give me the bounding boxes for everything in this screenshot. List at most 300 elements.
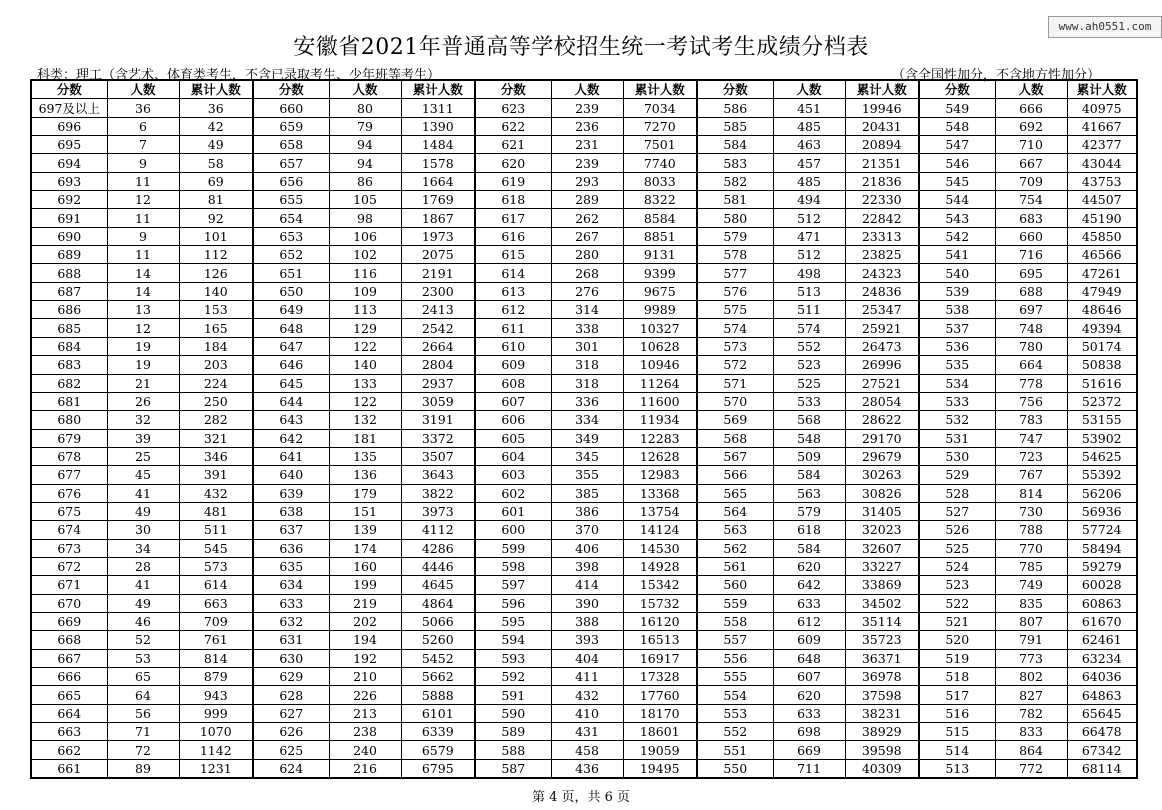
table-cell: 1231 — [179, 759, 253, 778]
table-cell: 827 — [995, 686, 1067, 704]
table-cell: 268 — [551, 264, 623, 282]
table-cell: 2300 — [401, 282, 475, 300]
table-cell: 678 — [31, 447, 107, 465]
table-cell: 50838 — [1067, 356, 1137, 374]
table-cell: 89 — [107, 759, 179, 778]
table-row — [31, 246, 1137, 264]
table-cell: 49 — [107, 594, 179, 612]
table-cell: 314 — [551, 301, 623, 319]
table-cell: 657 — [253, 154, 329, 172]
table-cell: 511 — [179, 521, 253, 539]
table-cell: 385 — [551, 484, 623, 502]
table-cell: 577 — [697, 264, 773, 282]
table-cell: 11 — [107, 246, 179, 264]
table-cell: 543 — [919, 209, 995, 227]
table-cell: 566 — [697, 466, 773, 484]
table-cell: 664 — [31, 704, 107, 722]
table-cell: 521 — [919, 612, 995, 630]
table-cell: 693 — [31, 172, 107, 190]
table-cell: 236 — [551, 117, 623, 135]
table-cell: 10946 — [623, 356, 697, 374]
table-cell: 561 — [697, 557, 773, 575]
table-cell: 129 — [329, 319, 401, 337]
table-cell: 590 — [475, 704, 551, 722]
table-cell: 9 — [107, 227, 179, 245]
table-cell: 40309 — [845, 759, 919, 778]
table-cell: 544 — [919, 191, 995, 209]
table-cell: 8033 — [623, 172, 697, 190]
table-cell: 6579 — [401, 741, 475, 759]
table-cell: 6795 — [401, 759, 475, 778]
table-cell: 685 — [31, 319, 107, 337]
table-cell: 410 — [551, 704, 623, 722]
table-cell: 12283 — [623, 429, 697, 447]
table-cell: 571 — [697, 374, 773, 392]
table-cell: 174 — [329, 539, 401, 557]
table-cell: 79 — [329, 117, 401, 135]
table-header-row — [31, 80, 1137, 99]
table-cell: 31405 — [845, 502, 919, 520]
table-cell: 623 — [475, 99, 551, 117]
table-cell: 730 — [995, 502, 1067, 520]
table-cell: 43753 — [1067, 172, 1137, 190]
table-cell: 45190 — [1067, 209, 1137, 227]
table-cell: 485 — [773, 172, 845, 190]
table-cell: 19 — [107, 337, 179, 355]
table-row — [31, 209, 1137, 227]
table-cell: 49 — [107, 502, 179, 520]
table-cell: 644 — [253, 392, 329, 410]
table-cell: 62461 — [1067, 631, 1137, 649]
table-cell: 534 — [919, 374, 995, 392]
table-cell: 39598 — [845, 741, 919, 759]
table-cell: 226 — [329, 686, 401, 704]
table-cell: 36371 — [845, 649, 919, 667]
table-cell: 27521 — [845, 374, 919, 392]
table-cell: 113 — [329, 301, 401, 319]
table-row — [31, 594, 1137, 612]
table-cell: 594 — [475, 631, 551, 649]
table-cell: 772 — [995, 759, 1067, 778]
table-cell: 16917 — [623, 649, 697, 667]
table-cell: 627 — [253, 704, 329, 722]
table-cell: 606 — [475, 411, 551, 429]
table-cell: 785 — [995, 557, 1067, 575]
table-cell: 8584 — [623, 209, 697, 227]
table-cell: 683 — [995, 209, 1067, 227]
table-cell: 614 — [475, 264, 551, 282]
table-cell: 583 — [697, 154, 773, 172]
table-cell: 620 — [475, 154, 551, 172]
table-cell: 262 — [551, 209, 623, 227]
table-cell: 109 — [329, 282, 401, 300]
table-cell: 646 — [253, 356, 329, 374]
table-cell: 603 — [475, 466, 551, 484]
table-cell: 194 — [329, 631, 401, 649]
table-cell: 682 — [31, 374, 107, 392]
table-cell: 658 — [253, 136, 329, 154]
table-cell: 463 — [773, 136, 845, 154]
table-cell: 46566 — [1067, 246, 1137, 264]
table-cell: 635 — [253, 557, 329, 575]
table-cell: 665 — [31, 686, 107, 704]
table-cell: 697 — [995, 301, 1067, 319]
table-cell: 695 — [31, 136, 107, 154]
table-cell: 586 — [697, 99, 773, 117]
table-cell: 41 — [107, 484, 179, 502]
table-cell: 20431 — [845, 117, 919, 135]
table-cell: 3822 — [401, 484, 475, 502]
bonus-note: （含全国性加分，不含地方性加分） — [891, 68, 1100, 83]
table-cell: 5888 — [401, 686, 475, 704]
table-cell: 748 — [995, 319, 1067, 337]
table-cell: 600 — [475, 521, 551, 539]
table-cell: 672 — [31, 557, 107, 575]
table-cell: 26473 — [845, 337, 919, 355]
table-cell: 584 — [773, 466, 845, 484]
table-cell: 527 — [919, 502, 995, 520]
table-cell: 112 — [179, 246, 253, 264]
column-header: 人数 — [551, 80, 623, 99]
table-cell: 548 — [919, 117, 995, 135]
table-cell: 140 — [179, 282, 253, 300]
table-cell: 30 — [107, 521, 179, 539]
table-cell: 607 — [475, 392, 551, 410]
table-cell: 667 — [31, 649, 107, 667]
table-cell: 697及以上 — [31, 99, 107, 117]
table-cell: 94 — [329, 136, 401, 154]
table-cell: 638 — [253, 502, 329, 520]
table-cell: 533 — [919, 392, 995, 410]
table-cell: 524 — [919, 557, 995, 575]
table-cell: 575 — [697, 301, 773, 319]
table-cell: 651 — [253, 264, 329, 282]
table-cell: 24323 — [845, 264, 919, 282]
table-cell: 436 — [551, 759, 623, 778]
table-row — [31, 686, 1137, 704]
table-cell: 573 — [179, 557, 253, 575]
table-cell: 49 — [179, 136, 253, 154]
table-cell: 2937 — [401, 374, 475, 392]
table-cell: 34502 — [845, 594, 919, 612]
table-row — [31, 99, 1137, 117]
table-cell: 550 — [697, 759, 773, 778]
table-cell: 64036 — [1067, 668, 1137, 686]
table-cell: 647 — [253, 337, 329, 355]
table-cell: 558 — [697, 612, 773, 630]
table-row — [31, 337, 1137, 355]
table-cell: 542 — [919, 227, 995, 245]
table-cell: 611 — [475, 319, 551, 337]
table-row — [31, 356, 1137, 374]
table-cell: 592 — [475, 668, 551, 686]
table-row — [31, 264, 1137, 282]
table-cell: 349 — [551, 429, 623, 447]
table-cell: 653 — [253, 227, 329, 245]
table-cell: 666 — [995, 99, 1067, 117]
table-cell: 7740 — [623, 154, 697, 172]
table-cell: 14124 — [623, 521, 697, 539]
table-cell: 523 — [919, 576, 995, 594]
table-cell: 696 — [31, 117, 107, 135]
table-cell: 553 — [697, 704, 773, 722]
table-cell: 98 — [329, 209, 401, 227]
table-cell: 1070 — [179, 723, 253, 741]
table-cell: 391 — [179, 466, 253, 484]
table-cell: 560 — [697, 576, 773, 594]
table-cell: 1769 — [401, 191, 475, 209]
table-cell: 19 — [107, 356, 179, 374]
table-cell: 18170 — [623, 704, 697, 722]
table-row — [31, 539, 1137, 557]
table-cell: 780 — [995, 337, 1067, 355]
table-cell: 80 — [329, 99, 401, 117]
column-header: 分数 — [919, 80, 995, 99]
table-cell: 40975 — [1067, 99, 1137, 117]
table-cell: 655 — [253, 191, 329, 209]
table-cell: 414 — [551, 576, 623, 594]
table-cell: 619 — [475, 172, 551, 190]
table-cell: 519 — [919, 649, 995, 667]
table-cell: 540 — [919, 264, 995, 282]
table-cell: 7270 — [623, 117, 697, 135]
table-cell: 32023 — [845, 521, 919, 539]
table-cell: 165 — [179, 319, 253, 337]
table-cell: 690 — [31, 227, 107, 245]
table-cell: 498 — [773, 264, 845, 282]
table-cell: 122 — [329, 337, 401, 355]
table-cell: 666 — [31, 668, 107, 686]
table-row — [31, 191, 1137, 209]
table-cell: 41 — [107, 576, 179, 594]
table-cell: 345 — [551, 447, 623, 465]
table-cell: 457 — [773, 154, 845, 172]
table-cell: 556 — [697, 649, 773, 667]
table-row — [31, 319, 1137, 337]
column-header: 累计人数 — [623, 80, 697, 99]
table-row — [31, 374, 1137, 392]
table-cell: 677 — [31, 466, 107, 484]
table-cell: 615 — [475, 246, 551, 264]
table-cell: 15732 — [623, 594, 697, 612]
table-cell: 531 — [919, 429, 995, 447]
table-cell: 754 — [995, 191, 1067, 209]
table-cell: 13 — [107, 301, 179, 319]
table-cell: 10628 — [623, 337, 697, 355]
table-cell: 213 — [329, 704, 401, 722]
table-cell: 598 — [475, 557, 551, 575]
table-cell: 656 — [253, 172, 329, 190]
table-cell: 28 — [107, 557, 179, 575]
table-cell: 648 — [773, 649, 845, 667]
table-cell: 4286 — [401, 539, 475, 557]
table-cell: 17760 — [623, 686, 697, 704]
table-cell: 21 — [107, 374, 179, 392]
table-cell: 224 — [179, 374, 253, 392]
table-cell: 541 — [919, 246, 995, 264]
table-cell: 574 — [773, 319, 845, 337]
table-cell: 14928 — [623, 557, 697, 575]
table-row — [31, 759, 1137, 778]
table-row — [31, 117, 1137, 135]
table-cell: 791 — [995, 631, 1067, 649]
table-cell: 7501 — [623, 136, 697, 154]
table-cell: 568 — [697, 429, 773, 447]
table-cell: 770 — [995, 539, 1067, 557]
category-note: 科类：理工（含艺术、体育类考生，不含已录取考生、少年班等考生） — [37, 68, 441, 83]
table-cell: 49394 — [1067, 319, 1137, 337]
table-cell: 36 — [179, 99, 253, 117]
table-cell: 28622 — [845, 411, 919, 429]
table-cell: 681 — [31, 392, 107, 410]
table-cell: 139 — [329, 521, 401, 539]
table-cell: 1390 — [401, 117, 475, 135]
table-cell: 663 — [179, 594, 253, 612]
table-cell: 24836 — [845, 282, 919, 300]
table-cell: 530 — [919, 447, 995, 465]
table-cell: 716 — [995, 246, 1067, 264]
table-cell: 649 — [253, 301, 329, 319]
table-cell: 633 — [773, 704, 845, 722]
table-cell: 612 — [475, 301, 551, 319]
table-cell: 15342 — [623, 576, 697, 594]
table-cell: 240 — [329, 741, 401, 759]
table-cell: 835 — [995, 594, 1067, 612]
table-cell: 576 — [697, 282, 773, 300]
table-row — [31, 136, 1137, 154]
table-cell: 624 — [253, 759, 329, 778]
table-row — [31, 668, 1137, 686]
column-header: 累计人数 — [1067, 80, 1137, 99]
table-row — [31, 301, 1137, 319]
table-cell: 625 — [253, 741, 329, 759]
table-cell: 528 — [919, 484, 995, 502]
table-cell: 388 — [551, 612, 623, 630]
table-cell: 11600 — [623, 392, 697, 410]
table-cell: 53155 — [1067, 411, 1137, 429]
table-cell: 675 — [31, 502, 107, 520]
table-cell: 879 — [179, 668, 253, 686]
table-cell: 578 — [697, 246, 773, 264]
table-cell: 9989 — [623, 301, 697, 319]
table-cell: 86 — [329, 172, 401, 190]
column-header: 分数 — [31, 80, 107, 99]
table-cell: 9131 — [623, 246, 697, 264]
table-cell: 512 — [773, 246, 845, 264]
table-cell: 610 — [475, 337, 551, 355]
table-cell: 66478 — [1067, 723, 1137, 741]
table-cell: 22842 — [845, 209, 919, 227]
table-cell: 782 — [995, 704, 1067, 722]
table-cell: 7 — [107, 136, 179, 154]
table-cell: 514 — [919, 741, 995, 759]
table-cell: 9 — [107, 154, 179, 172]
table-cell: 17328 — [623, 668, 697, 686]
table-cell: 485 — [773, 117, 845, 135]
table-cell: 562 — [697, 539, 773, 557]
column-header: 累计人数 — [401, 80, 475, 99]
table-cell: 767 — [995, 466, 1067, 484]
table-cell: 555 — [697, 668, 773, 686]
table-cell: 565 — [697, 484, 773, 502]
table-cell: 633 — [253, 594, 329, 612]
table-cell: 53 — [107, 649, 179, 667]
table-cell: 56 — [107, 704, 179, 722]
table-cell: 632 — [253, 612, 329, 630]
table-cell: 239 — [551, 154, 623, 172]
table-cell: 694 — [31, 154, 107, 172]
table-cell: 609 — [475, 356, 551, 374]
table-cell: 21351 — [845, 154, 919, 172]
table-cell: 43044 — [1067, 154, 1137, 172]
table-cell: 999 — [179, 704, 253, 722]
table-row — [31, 741, 1137, 759]
table-cell: 44507 — [1067, 191, 1137, 209]
table-cell: 68114 — [1067, 759, 1137, 778]
table-row — [31, 521, 1137, 539]
table-cell: 616 — [475, 227, 551, 245]
table-cell: 557 — [697, 631, 773, 649]
table-cell: 669 — [773, 741, 845, 759]
table-cell: 393 — [551, 631, 623, 649]
table-cell: 122 — [329, 392, 401, 410]
table-cell: 710 — [995, 136, 1067, 154]
table-cell: 509 — [773, 447, 845, 465]
table-cell: 572 — [697, 356, 773, 374]
table-cell: 652 — [253, 246, 329, 264]
table-cell: 106 — [329, 227, 401, 245]
table-cell: 431 — [551, 723, 623, 741]
table-cell: 153 — [179, 301, 253, 319]
table-cell: 551 — [697, 741, 773, 759]
table-cell: 336 — [551, 392, 623, 410]
table-cell: 691 — [31, 209, 107, 227]
table-cell: 593 — [475, 649, 551, 667]
table-cell: 8851 — [623, 227, 697, 245]
table-cell: 318 — [551, 356, 623, 374]
table-cell: 60863 — [1067, 594, 1137, 612]
table-cell: 673 — [31, 539, 107, 557]
table-cell: 406 — [551, 539, 623, 557]
table-cell: 537 — [919, 319, 995, 337]
table-cell: 135 — [329, 447, 401, 465]
table-cell: 773 — [995, 649, 1067, 667]
table-cell: 267 — [551, 227, 623, 245]
table-cell: 692 — [31, 191, 107, 209]
table-cell: 8322 — [623, 191, 697, 209]
table-cell: 28054 — [845, 392, 919, 410]
table-cell: 179 — [329, 484, 401, 502]
table-cell: 11 — [107, 172, 179, 190]
table-cell: 669 — [31, 612, 107, 630]
table-row — [31, 466, 1137, 484]
table-cell: 18601 — [623, 723, 697, 741]
table-cell: 547 — [919, 136, 995, 154]
table-cell: 276 — [551, 282, 623, 300]
table-cell: 9675 — [623, 282, 697, 300]
table-cell: 515 — [919, 723, 995, 741]
table-cell: 634 — [253, 576, 329, 594]
table-cell: 661 — [31, 759, 107, 778]
table-cell: 334 — [551, 411, 623, 429]
table-cell: 570 — [697, 392, 773, 410]
table-cell: 55392 — [1067, 466, 1137, 484]
table-cell: 573 — [697, 337, 773, 355]
page-title: 安徽省2021年普通高等学校招生统一考试考生成绩分档表 — [293, 35, 869, 60]
table-cell: 526 — [919, 521, 995, 539]
table-cell: 33869 — [845, 576, 919, 594]
table-cell: 671 — [31, 576, 107, 594]
